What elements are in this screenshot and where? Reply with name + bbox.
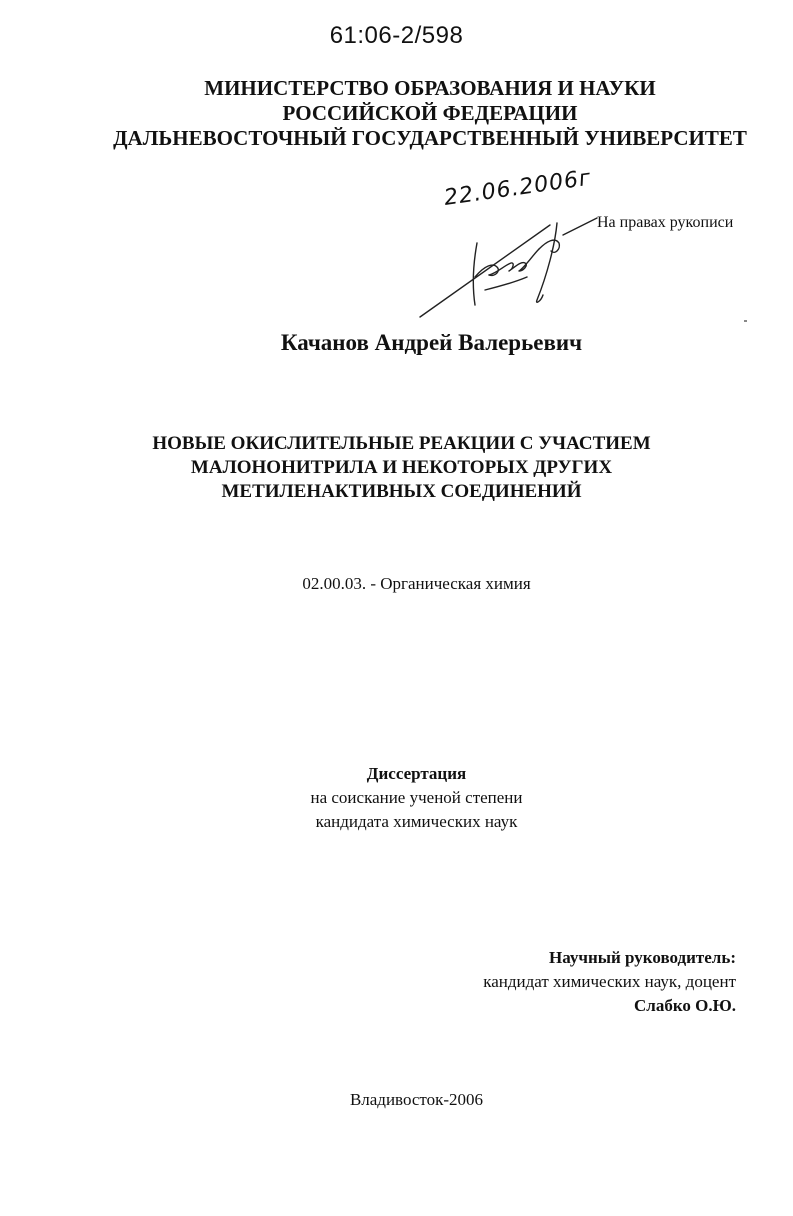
supervisor-name: Слабко О.Ю. [634,996,736,1015]
title-line-1: НОВЫЕ ОКИСЛИТЕЛЬНЫЕ РЕАКЦИИ С УЧАСТИЕМ [152,433,651,454]
supervisor-block [483,946,736,1018]
supervisor-degree: кандидат химических наук, доцент [483,972,736,991]
organization-line-2: РОССИЙСКОЙ ФЕДЕРАЦИИ [282,101,578,125]
place-year: Владивосток-2006 [349,1090,484,1109]
manuscript-rights-note: На правах рукописи [597,214,734,231]
signature-icon [415,205,605,325]
author-name: Качанов Андрей Валерьевич [280,330,583,355]
supervisor-heading: Научный руководитель: [549,948,736,967]
speciality-code: 02.00.03. - Органическая химия [302,574,531,593]
dissertation-title [0,432,793,504]
title-line-2: МАЛОНОНИТРИЛА И НЕКОТОРЫХ ДРУГИХ [190,457,613,478]
handwritten-date: 22.06.2006г [442,165,594,211]
dissertation-line-2: кандидата химических наук [315,812,518,831]
document-code: 61:06-2/598 [329,22,464,49]
organization-line-1: МИНИСТЕРСТВО ОБРАЗОВАНИЯ И НАУКИ [204,76,656,100]
dissertation-block [0,762,793,834]
organization-line-3: ДАЛЬНЕВОСТОЧНЫЙ ГОСУДАРСТВЕННЫЙ УНИВЕРСИТЕТ [113,126,747,150]
organization-header [0,76,793,151]
dissertation-line-1: на соискание ученой степени [310,788,523,807]
dissertation-heading: Диссертация [366,764,467,783]
scan-speck [744,320,747,322]
title-line-3: МЕТИЛЕНАКТИВНЫХ СОЕДИНЕНИЙ [221,481,582,502]
